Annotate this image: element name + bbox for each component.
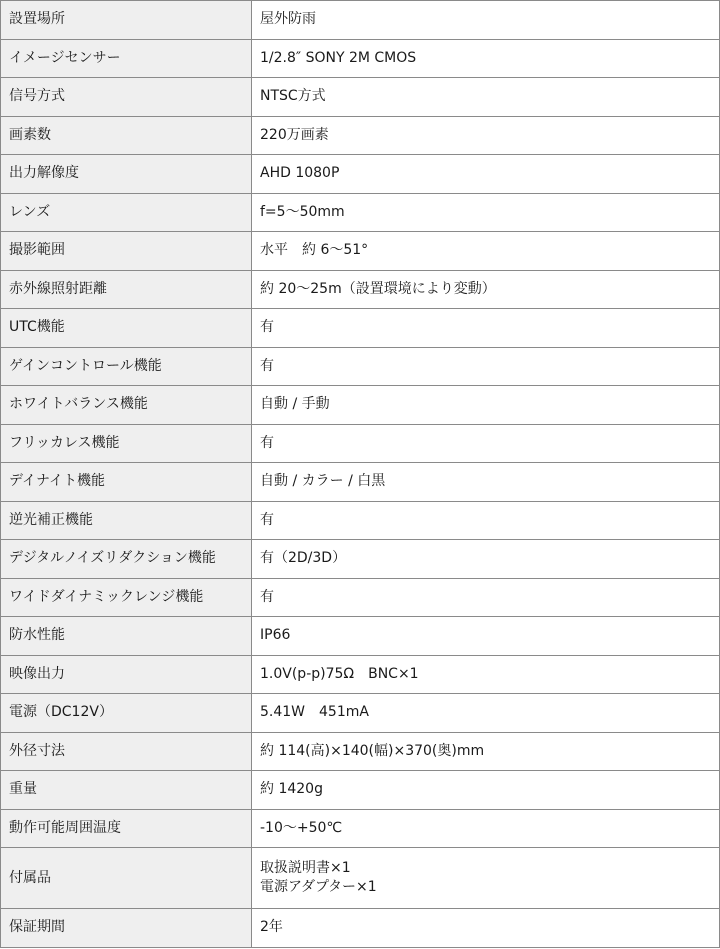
spec-label: 保証期間 (1, 909, 252, 948)
spec-row (1, 1, 720, 40)
spec-label: UTC機能 (1, 309, 252, 348)
spec-value: 水平 約 6～51° (252, 232, 720, 271)
spec-value: 5.41W 451mA (252, 694, 720, 733)
spec-value: IP66 (252, 617, 720, 656)
spec-value: 220万画素 (252, 116, 720, 155)
spec-row (1, 347, 720, 386)
spec-row (1, 848, 720, 909)
spec-label: 赤外線照射距離 (1, 270, 252, 309)
spec-row (1, 617, 720, 656)
spec-row (1, 809, 720, 848)
spec-row (1, 270, 720, 309)
spec-label: 信号方式 (1, 78, 252, 117)
spec-label: デイナイト機能 (1, 463, 252, 502)
spec-row (1, 116, 720, 155)
spec-value-line: 取扱説明書×1 (260, 860, 351, 876)
spec-label: ホワイトバランス機能 (1, 386, 252, 425)
spec-label: フリッカレス機能 (1, 424, 252, 463)
spec-label: デジタルノイズリダクション機能 (1, 540, 252, 579)
spec-value: 有 (252, 578, 720, 617)
spec-value: 有 (252, 347, 720, 386)
spec-value: 屋外防雨 (252, 1, 720, 40)
spec-label: 外径寸法 (1, 732, 252, 771)
spec-row (1, 540, 720, 579)
spec-value: 有（2D/3D） (252, 540, 720, 579)
spec-value: 自動 / カラー / 白黒 (252, 463, 720, 502)
spec-row (1, 232, 720, 271)
spec-label: 動作可能周囲温度 (1, 809, 252, 848)
spec-value: 自動 / 手動 (252, 386, 720, 425)
spec-value: 有 (252, 309, 720, 348)
spec-label: イメージセンサー (1, 39, 252, 78)
spec-row (1, 463, 720, 502)
spec-value (252, 848, 720, 909)
spec-row (1, 155, 720, 194)
spec-label: レンズ (1, 193, 252, 232)
spec-value: AHD 1080P (252, 155, 720, 194)
spec-row (1, 309, 720, 348)
spec-value-line: 電源アダプター×1 (260, 879, 377, 895)
spec-row (1, 386, 720, 425)
spec-row (1, 771, 720, 810)
spec-label: 出力解像度 (1, 155, 252, 194)
spec-row (1, 732, 720, 771)
spec-row (1, 501, 720, 540)
spec-row (1, 39, 720, 78)
spec-value: 1.0V(p-p)75Ω BNC×1 (252, 655, 720, 694)
spec-value: 約 20～25m（設置環境により変動） (252, 270, 720, 309)
spec-label: 付属品 (1, 848, 252, 909)
spec-row (1, 578, 720, 617)
spec-label: 撮影範囲 (1, 232, 252, 271)
spec-value: f=5～50mm (252, 193, 720, 232)
spec-value: 2年 (252, 909, 720, 948)
spec-row (1, 78, 720, 117)
spec-value: 1/2.8″ SONY 2M CMOS (252, 39, 720, 78)
spec-value: 約 1420g (252, 771, 720, 810)
spec-label: 画素数 (1, 116, 252, 155)
spec-label: 防水性能 (1, 617, 252, 656)
spec-value: 有 (252, 501, 720, 540)
spec-label: 逆光補正機能 (1, 501, 252, 540)
spec-value: 有 (252, 424, 720, 463)
spec-row (1, 909, 720, 948)
spec-value: NTSC方式 (252, 78, 720, 117)
spec-value: -10～+50℃ (252, 809, 720, 848)
spec-row (1, 655, 720, 694)
spec-row (1, 193, 720, 232)
spec-row (1, 694, 720, 733)
spec-value: 約 114(高)×140(幅)×370(奥)mm (252, 732, 720, 771)
spec-row (1, 424, 720, 463)
spec-label: ワイドダイナミックレンジ機能 (1, 578, 252, 617)
spec-table-body (1, 1, 720, 948)
spec-label: ゲインコントロール機能 (1, 347, 252, 386)
spec-label: 設置場所 (1, 1, 252, 40)
spec-label: 重量 (1, 771, 252, 810)
spec-label: 電源（DC12V） (1, 694, 252, 733)
spec-label: 映像出力 (1, 655, 252, 694)
